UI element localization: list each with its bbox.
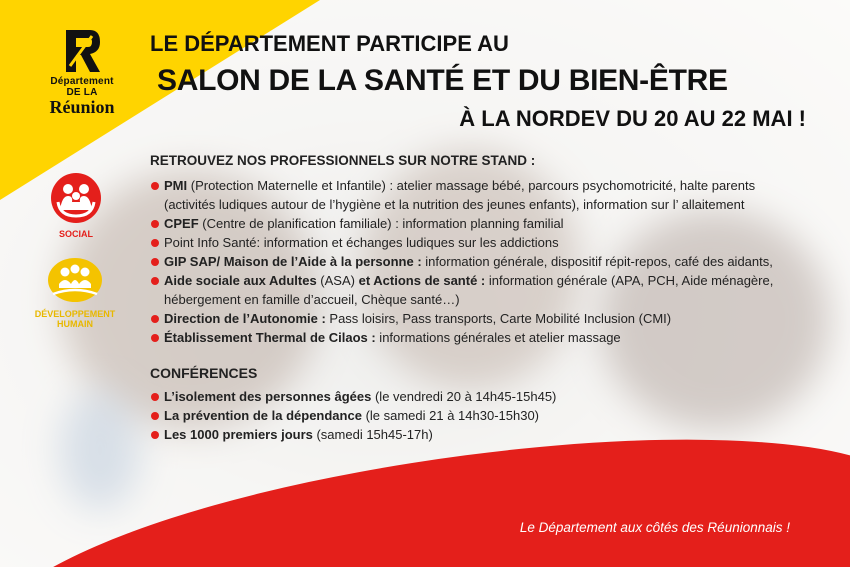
- item-bold: Établissement Thermal de Cilaos :: [164, 330, 376, 345]
- list-item-thermal-cilaos: [150, 328, 800, 347]
- list-item-point-info-sante: [150, 233, 800, 252]
- developpement-humain-label-1: DÉVELOPPEMENT: [34, 309, 116, 319]
- headline-line-3: À LA NORDEV DU 20 AU 22 MAI !: [459, 106, 806, 131]
- list-item-gip-sap: [150, 252, 800, 271]
- item-bold: Les 1000 premiers jours: [164, 427, 313, 442]
- item-text: (le vendredi 20 à 14h45-15h45): [371, 389, 557, 404]
- conference-item: [150, 387, 800, 406]
- item-bold: PMI: [164, 178, 188, 193]
- developpement-humain-people-icon: [47, 254, 103, 304]
- item-bold: GIP SAP/ Maison de l’Aide à la personne :: [164, 254, 422, 269]
- conference-item: [150, 425, 800, 444]
- developpement-humain-badge: [30, 254, 120, 329]
- developpement-humain-label-2: HUMAIN: [57, 319, 93, 329]
- social-label: SOCIAL: [58, 229, 93, 239]
- social-badge: [46, 172, 106, 239]
- item-text: informations générales et atelier massage: [375, 330, 621, 345]
- logo-text-de-la: DE LA: [66, 87, 98, 98]
- list-item-pmi: [150, 176, 800, 214]
- logo-text-departement: Département: [50, 76, 114, 87]
- social-family-icon: [50, 172, 102, 224]
- item-text: (Protection Maternelle et Infantile) : atelier massage bébé, parcours psychomotricité, halte parents (activités ludiques autour de l’hygiène et la nutrition des jeunes enfants), information sur l’ allaitement: [164, 178, 756, 212]
- item-bold: Direction de l’Autonomie :: [164, 311, 326, 326]
- item-text: (samedi 15h45-17h): [312, 427, 433, 442]
- item-bold: La prévention de la dépendance: [164, 408, 362, 423]
- list-item-cpef: [150, 214, 800, 233]
- item-bold: CPEF: [164, 216, 199, 231]
- item-text: (ASA): [316, 273, 359, 288]
- stand-section-title: RETROUVEZ NOS PROFESSIONNELS SUR NOTRE STAND :: [150, 153, 536, 168]
- reunion-r-logo-icon: [62, 26, 102, 76]
- conference-item: [150, 406, 800, 425]
- departement-reunion-logo: [42, 26, 122, 116]
- list-item-direction-autonomie: [150, 309, 800, 328]
- headline-line-2: SALON DE LA SANTÉ ET DU BIEN-ÊTRE: [157, 64, 728, 97]
- item-text: information générale, dispositif répit-repos, café des aidants,: [421, 254, 773, 269]
- item-text: information générale (APA, PCH, Aide ménagère, hébergement en famille d’accueil, Chèque santé…): [164, 273, 774, 307]
- item-bold: Aide sociale aux Adultes: [164, 273, 317, 288]
- logo-text-reunion: Réunion: [49, 97, 115, 117]
- item-bold: L’isolement des personnes âgées: [164, 389, 372, 404]
- main-content: [150, 151, 800, 444]
- tagline: Le Département aux côtés des Réunionnais !: [519, 520, 790, 535]
- conferences-title: CONFÉRENCES: [150, 365, 258, 381]
- item-text: Pass loisirs, Pass transports, Carte Mobilité Inclusion (CMI): [325, 311, 672, 326]
- item-text: Point Info Santé: information et échanges ludiques sur les addictions: [164, 235, 559, 250]
- item-text: (Centre de planification familiale) : information planning familial: [198, 216, 564, 231]
- list-item-aide-sociale: [150, 271, 800, 309]
- item-bold: et Actions de santé :: [358, 273, 486, 288]
- headline-line-1: LE DÉPARTEMENT PARTICIPE AU: [150, 31, 509, 56]
- item-text: (le samedi 21 à 14h30-15h30): [361, 408, 540, 423]
